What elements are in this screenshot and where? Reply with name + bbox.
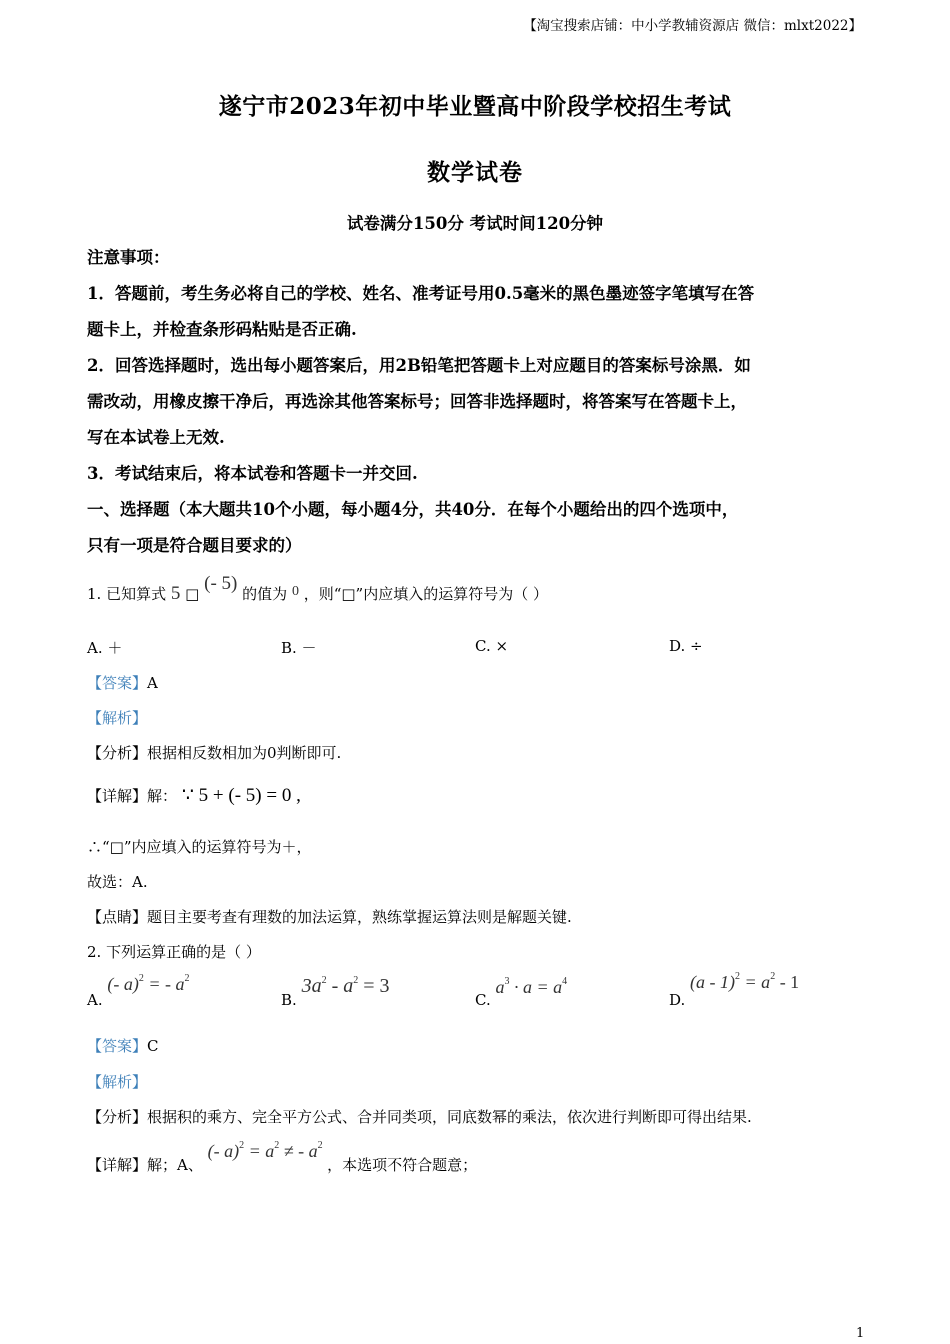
q1-fenxi [87,742,862,763]
q2-option-a [87,973,190,1009]
notice-item-2-line-3: 写在本试卷上无效. [87,428,225,447]
q2-detail-mid: = a [244,1141,275,1161]
q2-option-c-mid: · a = a [509,977,563,997]
q1-formula-five: 5 [170,583,181,604]
q2-option-d-rhs-exp: 2 [770,971,776,982]
q2-fenxi-text: 根据积的乘方、完全平方公式、合并同类项，同底数幂的乘法，依次进行判断即可得出结果. [147,1108,752,1126]
q2-detail [87,1140,862,1174]
q1-suffix: ，则“□”内应填入的运算符号为（ ） [303,585,548,603]
q2-detail-suffix: ，本选项不符合题意； [327,1156,478,1174]
notice-item-3: 3．考试结束后，将本试卷和答题卡一并交回. [87,464,418,483]
q2-stem: 2. 下列运算正确的是（ ） [87,943,261,961]
q2-analysis-label: 【解析】 [87,1073,148,1091]
section1-heading-line-1: 一、选择题（本大题共10个小题，每小题4分，共40分．在每个小题给出的四个选项中， [87,500,739,519]
q2-detail-neq: ≠ - a [279,1141,318,1161]
q1-formula-paren: (- 5) [204,573,238,594]
q2-option-c [475,976,568,1009]
q1-option-d: D. ÷ [669,637,703,655]
exam-title: 遂宁市2023年初中毕业暨高中阶段学校招生考试 [218,93,732,120]
q1-answer [87,672,862,693]
q2-fenxi [87,1106,862,1127]
q2-option-a-rhs: = - a [143,974,185,994]
notice-item-1-line-1: 1．答题前，考生务必将自己的学校、姓名、准考证号用0.5毫米的黑色墨迹签字笔填写在答 [87,284,755,303]
q2-fenxi-label: 【分析】 [87,1108,148,1126]
q1-option-c: C. × [475,637,509,655]
q2-option-b-term-a: 3a [301,975,322,997]
notices-heading: 注意事项： [87,248,170,267]
q2-option-d-exp: 2 [735,971,741,982]
q1-detail-prefix: 解： [147,787,178,805]
q2-detail-label: 【详解】 [87,1156,148,1174]
q2-option-a-base: (- a) [107,974,139,994]
q2-answer-label: 【答案】 [87,1037,148,1055]
notice-item-2-line-2: 需改动，用橡皮擦干净后，再选涂其他答案标号；回答非选择题时，将答案写在答题卡上， [87,392,747,411]
q2-detail-mid-exp: 2 [274,1140,280,1151]
q1-option-b: B. － [281,639,317,657]
q2-detail-prefix: 解；A、 [147,1156,203,1174]
q2-detail-base: (- a) [207,1141,240,1161]
q2-option-d-rhs: = a [740,972,771,992]
exam-subject-title: 数学试卷 [427,159,523,186]
q2-option-c-rhs-exp: 4 [562,976,568,987]
exam-info: 试卷满分150分 考试时间120分钟 [346,214,604,233]
q1-stem [87,573,862,605]
q2-option-d [669,971,800,1009]
notice-item-2-line-1: 2．回答选择题时，选出每小题答案后，用2B铅笔把答题卡上对应题目的答案标号涂黑．如 [87,356,751,375]
q1-option-a: A. ＋ [87,639,123,657]
q1-choice: 故选：A. [87,873,148,891]
q1-conclusion: ∴“□”内应填入的运算符号为＋， [87,838,312,856]
q2-option-b-term-b-exp: 2 [353,975,359,986]
q1-fenxi-text: 根据相反数相加为0判断即可. [147,744,342,762]
q2-option-c-a: a [495,977,505,997]
q1-dianjing-label: 【点睛】 [87,908,148,926]
q2-option-c-label: C. [475,991,491,1009]
q1-formula-box: □ [185,585,200,603]
q1-fenxi-label: 【分析】 [87,744,148,762]
q1-detail-label: 【详解】 [87,787,148,805]
q2-option-c-a-exp: 3 [504,976,510,987]
q1-zero: 0 [291,584,299,599]
q2-option-b-label: B. [281,991,297,1009]
q2-option-a-exp: 2 [138,973,144,984]
section1-heading-line-2: 只有一项是符合题目要求的） [87,536,302,555]
q1-detail [87,784,862,807]
q2-detail-neq-exp: 2 [317,1140,323,1151]
q2-option-b-term-b: - a [326,975,354,997]
q1-dianjing-text: 题目主要考查有理数的加法运算，熟练掌握运算法则是解题关键. [147,908,572,926]
q2-option-b [281,975,390,1009]
notices-block [87,240,862,564]
q1-answer-label: 【答案】 [87,674,148,692]
q1-detail-math: ∵ 5 + (- 5) = 0 , [181,785,301,806]
notice-item-1-line-2: 题卡上，并检查条形码粘贴是否正确. [87,320,357,339]
q2-option-d-label: D. [669,991,686,1009]
q2-detail-exp: 2 [239,1140,245,1151]
q2-option-a-label: A. [87,991,103,1009]
page-number: 1 [856,1326,865,1341]
q2-answer [87,1035,862,1056]
q1-answer-value: A [147,674,158,692]
header-note: 【淘宝搜索店铺：中小学教辅资源店 微信：mlxt2022】 [523,18,862,34]
q2-option-b-rhs: = 3 [358,975,390,997]
q1-analysis-label: 【解析】 [87,709,148,727]
q1-dianjing [87,906,862,927]
q2-option-d-tail: - 1 [775,972,800,992]
q1-prefix: 1. 已知算式 [87,585,167,603]
q2-option-a-rhs-exp: 2 [184,973,190,984]
q2-option-d-base: (a - 1) [690,972,736,992]
q1-mid-text: 的值为 [242,585,288,603]
q2-answer-value: C [147,1037,159,1055]
q2-option-b-term-a-exp: 2 [321,975,327,986]
